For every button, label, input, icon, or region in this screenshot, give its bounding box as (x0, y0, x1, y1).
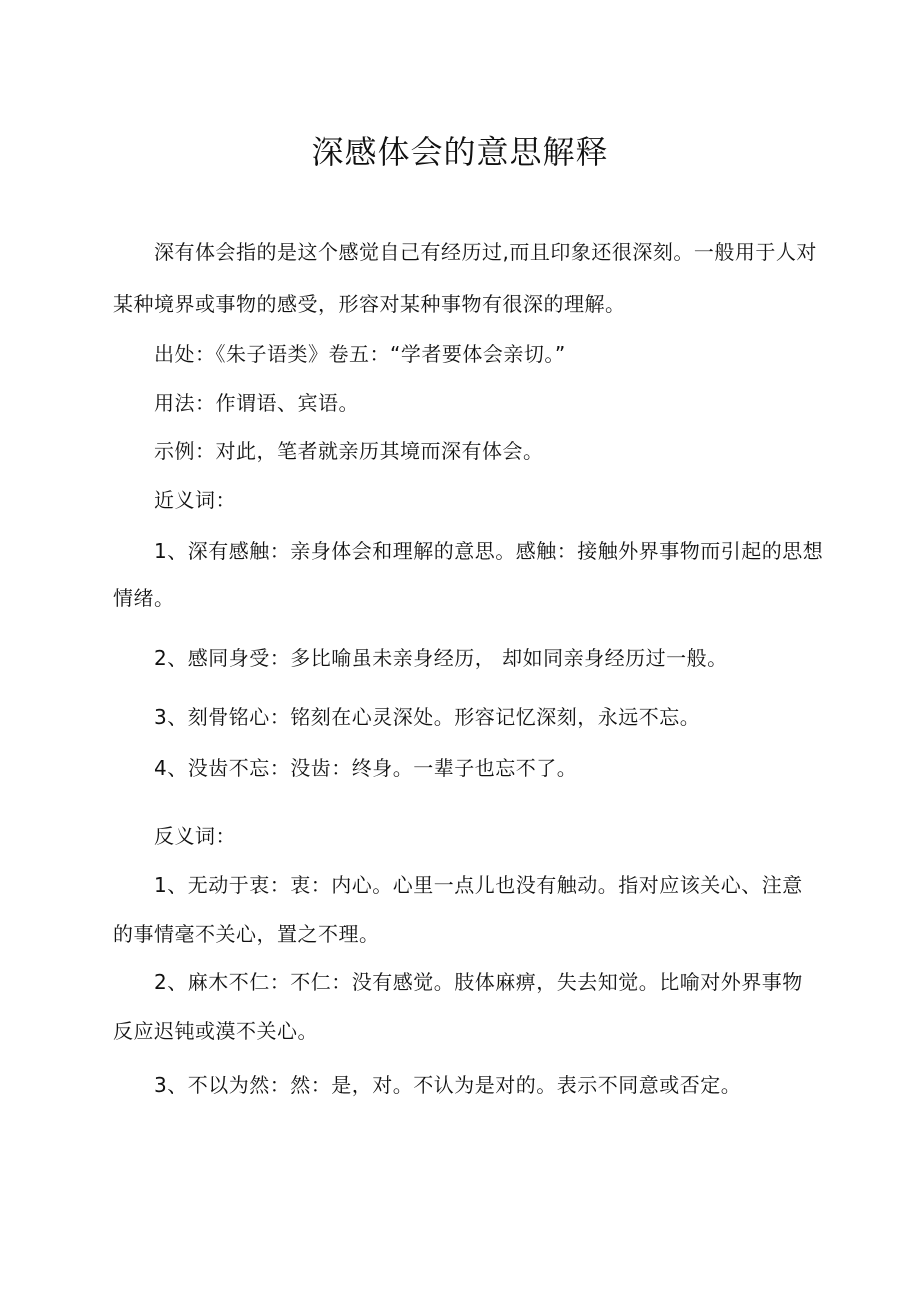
antonym-1-line-2: 的事情毫不关心，置之不理。 (113, 922, 380, 946)
source-line: 出处：《朱子语类》卷五：“学者要体会亲切。” (154, 342, 566, 366)
antonym-1-line-1: 1、无动于衷：衷：内心。心里一点儿也没有触动。指对应该关心、注意 (154, 873, 803, 897)
document-title: 深感体会的意思解释 (311, 133, 609, 171)
intro-line-1: 深有体会指的是这个感觉自己有经历过,而且印象还很深刻。一般用于人对 (154, 240, 817, 264)
intro-line-2: 某种境界或事物的感受，形容对某种事物有很深的理解。 (113, 292, 626, 316)
example-line: 示例：对此，笔者就亲历其境而深有体会。 (154, 439, 544, 463)
synonym-3: 3、刻骨铭心：铭刻在心灵深处。形容记忆深刻，永远不忘。 (154, 705, 701, 729)
synonym-2: 2、感同身受：多比喻虽未亲身经历， 却如同亲身经历过一般。 (154, 646, 728, 670)
antonyms-heading: 反义词： (154, 824, 236, 848)
antonym-2-line-2: 反应迟钝或漠不关心。 (113, 1019, 318, 1043)
synonym-4: 4、没齿不忘：没齿：终身。一辈子也忘不了。 (154, 756, 578, 780)
antonym-2-line-1: 2、麻木不仁：不仁：没有感觉。肢体麻痹，失去知觉。比喻对外界事物 (154, 970, 803, 994)
synonyms-heading: 近义词： (154, 488, 236, 512)
synonym-1-line-1: 1、深有感触：亲身体会和理解的意思。感触：接触外界事物而引起的思想 (154, 539, 824, 563)
synonym-1-line-2: 情绪。 (113, 586, 175, 610)
usage-line: 用法：作谓语、宾语。 (154, 391, 359, 415)
antonym-3: 3、不以为然：然：是，对。不认为是对的。表示不同意或否定。 (154, 1073, 742, 1097)
